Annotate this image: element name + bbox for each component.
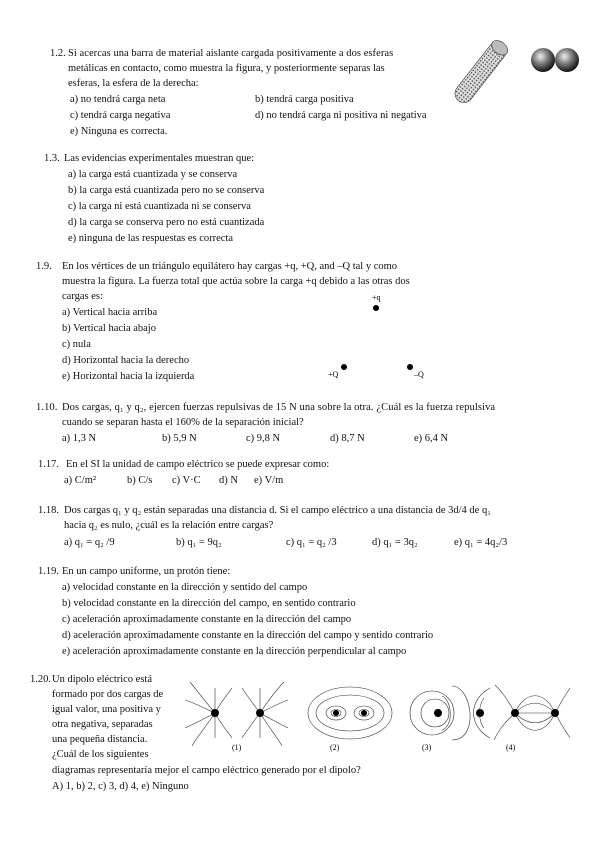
q110-option-d[interactable]: d) 8,7 N [330, 433, 365, 444]
dipole-diagram-2 [308, 687, 392, 739]
q119-option-a[interactable]: a) velocidad constante en la dirección y sentido del campo [62, 582, 308, 593]
q118-number: 1.18. [38, 505, 59, 516]
q117-option-c[interactable]: c) V·C [172, 475, 201, 486]
q19-option-c[interactable]: c) nula [62, 339, 91, 350]
q118-option-a[interactable]: a) q₁ = q₂ /9 [64, 537, 115, 548]
q120-answers[interactable]: A) 1, b) 2, c) 3, d) 4, e) Ninguno [52, 781, 189, 792]
q118-line1: 1.18. Dos cargas q₁ y q₂ están separadas una distancia d. Si el campo eléctrico a una distancia de 3d/4 de q₁ [38, 505, 491, 516]
q110-line1: 1.10. Dos cargas, q₁ y q₂, ejercen fuerzas repulsivas de 15 N una sobre la otra. ¿Cuál es la fuerza repulsiva [36, 402, 496, 413]
q120-line4: otra negativa, separadas [52, 719, 153, 730]
right-sphere [555, 48, 579, 72]
q110-option-c[interactable]: c) 9,8 N [246, 433, 281, 444]
q120-line2: formado por dos cargas de [52, 689, 164, 700]
d2-right-charge [361, 710, 367, 716]
q117-option-e[interactable]: e) V/m [254, 475, 284, 486]
label-plus-q: +q [372, 293, 381, 302]
q117-option-a[interactable]: a) C/m² [64, 475, 97, 486]
d4-right-charge [551, 709, 559, 717]
charge-plus-q [373, 305, 379, 311]
q119-option-d[interactable]: d) aceleración aproximadamente constante en la dirección del campo y sentido contrario [62, 630, 434, 641]
triangle-charges-figure [320, 290, 440, 385]
dipole-diagrams [190, 680, 560, 755]
q19-option-e[interactable]: e) Horizontal hacia la izquierda [62, 371, 195, 382]
label-plus-Q: +Q [328, 370, 339, 379]
q117-stem: 1.17. En el SI la unidad de campo eléctrico se puede expresar como: [38, 459, 330, 470]
q19-line2: muestra la figura. La fuerza total que actúa sobre la carga +q debido a las otras dos [62, 276, 410, 287]
q13-option-d[interactable]: d) la carga se conserva pero no está cuantizada [68, 217, 265, 228]
q118-option-e[interactable]: e) q₁ = 4q₂/3 [454, 537, 508, 548]
q117-number: 1.17. [38, 459, 59, 470]
q118-option-b[interactable]: b) q₁ = 9q₂ [176, 537, 222, 548]
q12-option-c[interactable]: c) tendrá carga negativa [70, 110, 171, 121]
q119-stem: 1.19. En un campo uniforme, un protón tiene: [38, 566, 231, 577]
q119-number: 1.19. [38, 566, 59, 577]
q13-option-c[interactable]: c) la carga ni está cuantizada ni se conserva [68, 201, 251, 212]
q19-number: 1.9. [36, 261, 52, 272]
q12-line2: metálicas en contacto, como muestra la figura, y posteriormente separas las [68, 63, 385, 74]
q12-line3: esferas, la esfera de la derecha: [68, 78, 199, 89]
fig1-label: (1) [232, 743, 242, 752]
left-sphere [531, 48, 555, 72]
q19-option-a[interactable]: a) Vertical hacia arriba [62, 307, 158, 318]
d3-left-charge [434, 709, 442, 717]
q19-line3: cargas es: [62, 291, 103, 302]
q110-option-a[interactable]: a) 1,3 N [62, 433, 97, 444]
q13-option-e[interactable]: e) ninguna de las respuestas es correcta [68, 233, 234, 244]
q119-option-c[interactable]: c) aceleración aproximadamente constante en la dirección del campo [62, 614, 352, 625]
q120-line3: igual valor, una positiva y [52, 704, 161, 715]
q110-line2: cuando se separan hasta el 160% de la separación inicial? [62, 417, 304, 428]
q12-option-b[interactable]: b) tendrá carga positiva [255, 94, 354, 105]
q12-line1: 1.2. Si acercas una barra de material aislante cargada positivamente a dos esferas [50, 48, 394, 59]
q120-line1: 1.20.Un dipolo eléctrico está [30, 674, 153, 685]
q19-option-d[interactable]: d) Horizontal hacia la derecho [62, 355, 190, 366]
q120-line5: una pequeña distancia. [52, 734, 148, 745]
q13-number: 1.3. [44, 153, 60, 164]
q13-option-a[interactable]: a) la carga está cuantizada y se conserva [68, 169, 238, 180]
q119-option-e[interactable]: e) aceleración aproximadamente constante en la dirección perpendicular al campo [62, 646, 407, 657]
q13-stem: 1.3. Las evidencias experimentales muestran que: [44, 153, 255, 164]
label-minus-Q: –Q [414, 370, 424, 379]
q110-number: 1.10. [36, 402, 58, 413]
dipole-diagram-1 [185, 682, 288, 746]
charge-minus-Q [407, 364, 413, 370]
d3-right-charge [476, 709, 484, 717]
charge-plus-Q [341, 364, 347, 370]
fig2-label: (2) [330, 743, 340, 752]
q19-line1: 1.9. En los vértices de un triángulo equilátero hay cargas +q, +Q, and –Q tal y como [36, 261, 398, 272]
rod-and-spheres-figure [450, 38, 580, 108]
q110-option-b[interactable]: b) 5,9 N [162, 433, 197, 444]
q118-line2: hacia q₂ es nulo, ¿cuál es la relación entre cargas? [64, 520, 274, 531]
q12-option-a[interactable]: a) no tendrá carga neta [70, 94, 166, 105]
q120-number: 1.20. [30, 674, 51, 685]
q12-option-e[interactable]: e) Ninguna es correcta. [70, 126, 168, 137]
q119-option-b[interactable]: b) velocidad constante en la dirección del campo, en sentido contrario [62, 598, 356, 609]
q118-option-c[interactable]: c) q₁ = q₂ /3 [286, 537, 337, 548]
d1-left-charge [211, 709, 219, 717]
charged-rod [451, 38, 510, 107]
q117-option-d[interactable]: d) N [219, 475, 238, 486]
d2-left-charge [333, 710, 339, 716]
q19-option-b[interactable]: b) Vertical hacia abajo [62, 323, 156, 334]
q118-option-d[interactable]: d) q₁ = 3q₂ [372, 537, 418, 548]
q110-option-e[interactable]: e) 6,4 N [414, 433, 449, 444]
q12-option-d[interactable]: d) no tendrá carga ni positiva ni negativa [255, 110, 427, 121]
q12-number: 1.2. [50, 48, 66, 59]
d4-left-charge [511, 709, 519, 717]
q13-option-b[interactable]: b) la carga está cuantizada pero no se conserva [68, 185, 265, 196]
d1-right-charge [256, 709, 264, 717]
fig4-label: (4) [506, 743, 516, 752]
q120-line7: diagramas representaría mejor el campo eléctrico generado por el dipolo? [52, 765, 361, 776]
q120-line6: ¿Cuál de los siguientes [52, 749, 149, 760]
q117-option-b[interactable]: b) C/s [127, 475, 153, 486]
fig3-label: (3) [422, 743, 432, 752]
